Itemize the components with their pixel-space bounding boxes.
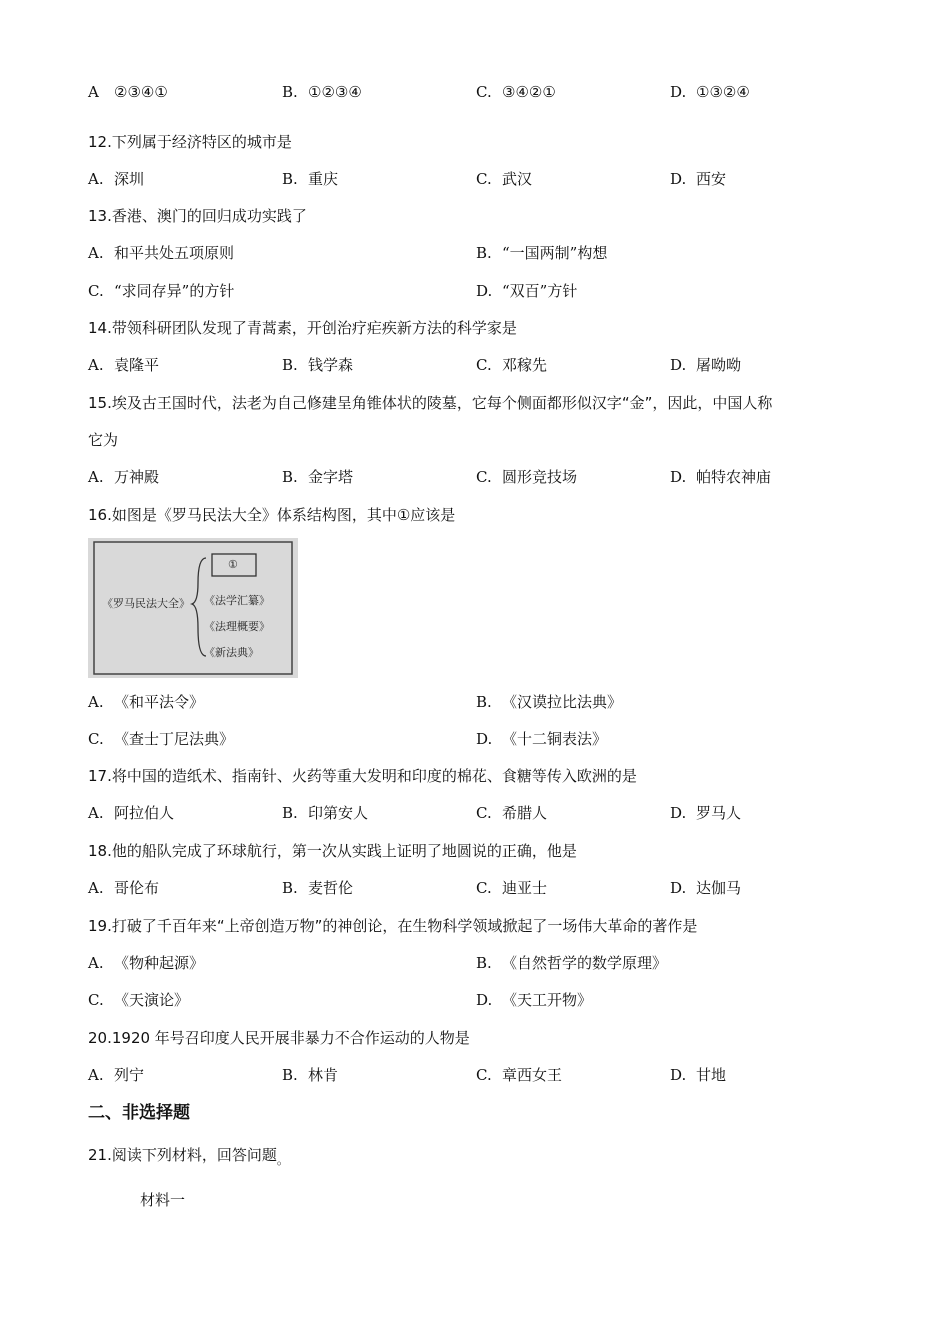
option-d: D. 甘地 — [670, 1066, 727, 1084]
question-19-stem: 19.打破了千百年来“上帝创造万物”的神创论，在生物科学领域掀起了一场伟大革命的著作是 — [88, 917, 698, 935]
option-c: C. 《查士丁尼法典》 — [88, 730, 235, 748]
option-c: C. 《天演论》 — [88, 991, 190, 1009]
figure-branch-label: 《新法典》 — [204, 646, 259, 659]
option-d: D. 达伽马 — [670, 879, 742, 897]
option-a: A. 《物种起源》 — [88, 954, 205, 972]
option-c: C. ③④②① — [476, 83, 556, 101]
question-14-stem: 14.带领科研团队发现了青蒿素，开创治疗疟疾新方法的科学家是 — [88, 319, 517, 337]
option-d: D. 罗马人 — [670, 804, 742, 822]
figure-blank-label: ① — [228, 558, 238, 571]
option-a: A. 万神殿 — [88, 468, 160, 486]
option-c: C. 圆形竞技场 — [476, 468, 578, 486]
question-13-stem: 13.香港、澳门的回归成功实践了 — [88, 207, 307, 225]
option-a: A ②③④① — [88, 83, 168, 101]
question-15-stem: 15.埃及古王国时代，法老为自己修建呈角锥体状的陵墓，它每个侧面都形似汉字“金”，因此，中国人称 — [88, 394, 773, 412]
material-label: 材料一 — [140, 1191, 186, 1209]
option-b: B. 金字塔 — [282, 468, 354, 486]
option-d: D. ①③②④ — [670, 83, 750, 101]
option-d: D. 《十二铜表法》 — [476, 730, 608, 748]
question-18-stem: 18.他的船队完成了环球航行，第一次从实践上证明了地圆说的正确，他是 — [88, 842, 577, 860]
option-b: B. 《自然哲学的数学原理》 — [476, 954, 668, 972]
question-21-text: 21.阅读下列材料，回答问题 — [88, 1146, 277, 1164]
option-c: C. 武汉 — [476, 170, 533, 188]
roman-law-structure-figure — [88, 538, 298, 678]
figure-branch-label: 《法理概要》 — [204, 620, 270, 633]
option-d: D. 《天工开物》 — [476, 991, 593, 1009]
option-c: C. 希腊人 — [476, 804, 548, 822]
option-b: B. 《汉谟拉比法典》 — [476, 693, 623, 711]
question-21-period: 。 — [276, 1153, 289, 1167]
option-b: B. 重庆 — [282, 170, 339, 188]
option-c: C. 迪亚士 — [476, 879, 548, 897]
option-a: A. 《和平法令》 — [88, 693, 205, 711]
option-b: B. 麦哲伦 — [282, 879, 354, 897]
option-d: D. “双百”方针 — [476, 282, 578, 300]
option-c: C. 邓稼先 — [476, 356, 548, 374]
question-20-stem: 20.1920 年号召印度人民开展非暴力不合作运动的人物是 — [88, 1029, 470, 1047]
option-d: D. 屠呦呦 — [670, 356, 742, 374]
question-17-stem: 17.将中国的造纸术、指南针、火药等重大发明和印度的棉花、食糖等传入欧洲的是 — [88, 767, 637, 785]
option-b: B. ①②③④ — [282, 83, 362, 101]
option-c: C. 章西女王 — [476, 1066, 563, 1084]
option-a: A. 和平共处五项原则 — [88, 244, 235, 262]
figure-root-label: 《罗马民法大全》 — [102, 597, 190, 610]
option-d: D. 帕特农神庙 — [670, 468, 772, 486]
question-12-stem: 12.下列属于经济特区的城市是 — [88, 133, 292, 151]
question-21-stem — [88, 1145, 289, 1166]
option-a: A. 深圳 — [88, 170, 145, 188]
figure-branch-label: 《法学汇纂》 — [204, 594, 270, 607]
option-a: A. 列宁 — [88, 1066, 145, 1084]
question-16-stem: 16.如图是《罗马民法大全》体系结构图，其中①应该是 — [88, 506, 456, 524]
option-d: D. 西安 — [670, 170, 727, 188]
option-c: C. “求同存异”的方针 — [88, 282, 235, 300]
option-a: A. 袁隆平 — [88, 356, 160, 374]
option-b: B. 印第安人 — [282, 804, 369, 822]
question-15-stem-cont: 它为 — [88, 431, 119, 449]
option-b: B. 钱学森 — [282, 356, 354, 374]
section-heading: 二、非选择题 — [88, 1103, 190, 1123]
option-b: B. “一国两制”构想 — [476, 244, 608, 262]
option-a: A. 哥伦布 — [88, 879, 160, 897]
option-a: A. 阿拉伯人 — [88, 804, 175, 822]
option-b: B. 林肯 — [282, 1066, 339, 1084]
